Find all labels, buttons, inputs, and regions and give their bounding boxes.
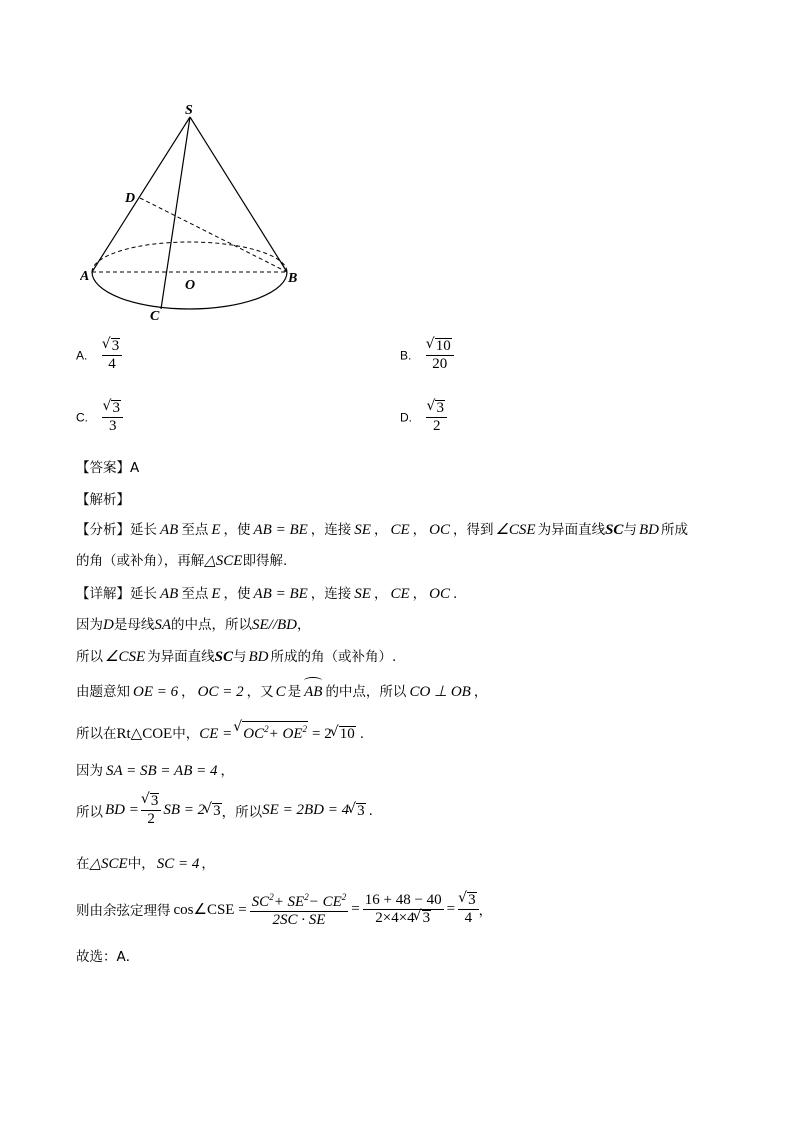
l2bd: BD <box>248 649 269 665</box>
fenxi-eq: AB = BE <box>253 522 308 538</box>
fenxi-tri: △SCE <box>204 553 243 569</box>
choice-b-num: √ 10 <box>435 338 452 354</box>
l4a: 所以在 <box>76 726 117 742</box>
fenxi-line-2 <box>76 549 287 570</box>
l8n2: 16 + 48 − 40 <box>364 891 442 908</box>
choice-a-label: A. <box>76 348 88 363</box>
xiangjie-ab: AB <box>160 586 179 602</box>
choice-b-label: B. <box>400 348 412 363</box>
choice-c-label: C. <box>76 410 88 425</box>
fenxi-t1: 延长 <box>130 522 157 538</box>
fenxi-ab: AB <box>160 522 179 538</box>
xiangjie-eq: AB = BE <box>253 586 308 602</box>
label-b: B <box>288 271 298 286</box>
choice-d-label: D. <box>400 410 412 425</box>
choice-b-den: 20 <box>432 356 448 372</box>
l6b: ，所以 <box>221 804 263 821</box>
l1a: 因为 <box>76 617 103 633</box>
l3cc: C <box>275 684 286 700</box>
l7b: 中， <box>127 856 155 872</box>
l3perp: CO ⊥ OB <box>409 684 471 700</box>
l4rad: OC <box>243 726 265 742</box>
line-6 <box>76 793 373 828</box>
arc-mark <box>304 677 322 684</box>
l1e: ， <box>297 617 311 633</box>
l3d: 的中点，所以 <box>325 684 407 700</box>
l8sup3: 2 <box>341 892 347 902</box>
l7tri: △SCE <box>89 856 128 872</box>
choice-a-num: √ 3 <box>111 338 121 354</box>
fenxi-sc: SC <box>605 522 624 538</box>
choice-d-den: 2 <box>432 418 441 434</box>
l6sb: SB = 2 <box>163 802 206 818</box>
xiangjie-line <box>76 582 457 603</box>
fenxi-t7: 与 <box>623 522 637 538</box>
choice-b[interactable] <box>400 338 454 373</box>
l8num2: + SE <box>273 894 305 910</box>
xiangjie-oc: OC <box>429 586 450 602</box>
fenxi-ce: CE <box>390 522 410 538</box>
line-db <box>140 198 287 272</box>
l8d3: 4 <box>464 909 473 926</box>
line-sb <box>190 117 287 272</box>
label-a: A <box>80 269 90 284</box>
l3a: 由题意知 <box>76 684 130 700</box>
l5eq: SA = SB = AB = 4 <box>106 763 218 779</box>
base-back-arc <box>92 242 287 272</box>
fenxi-comma-1: ， <box>373 522 388 538</box>
fenxi-t6: 为异面直线 <box>537 522 606 538</box>
l1c: 的中点，所以 <box>171 617 253 633</box>
l8a: 则由余弦定理得 <box>76 903 171 919</box>
fenxi-comma-2: ， <box>412 522 427 538</box>
l6num: √ 3 <box>150 793 160 809</box>
answer-line <box>76 456 139 476</box>
xiangjie-comma-1: ， <box>373 586 388 602</box>
l3oc: OC = 2 <box>197 684 244 700</box>
choice-d[interactable] <box>400 400 447 435</box>
l3e: ， <box>473 684 488 700</box>
l6end: . <box>368 802 373 819</box>
answer-value: A <box>130 460 140 476</box>
line-5 <box>76 759 234 780</box>
l4sup1: 2 <box>264 724 269 734</box>
xiangjie-ce: CE <box>390 586 410 602</box>
xiangjie-t1: 延长 <box>130 586 157 602</box>
line-sa <box>92 117 190 272</box>
l4rt: Rt△COE <box>116 726 173 742</box>
l6r2: √ 3 <box>356 803 366 819</box>
l1par: SE//BD <box>252 617 298 633</box>
l2c: 与 <box>232 649 247 665</box>
l8sup2: 2 <box>304 892 309 902</box>
xiangjie-t4: ，连接 <box>310 586 352 602</box>
xiangjie-t2: 至点 <box>181 586 209 602</box>
choice-c[interactable] <box>76 400 123 435</box>
label-c: C <box>150 309 160 324</box>
l2b: 为异面直线 <box>147 649 215 665</box>
line-9: 故选：A． <box>76 949 140 965</box>
l3comma: ， <box>181 684 195 700</box>
l8sup1: 2 <box>269 892 274 902</box>
fenxi-e: E <box>211 522 221 538</box>
l8d2r: √ 3 <box>422 910 432 926</box>
choice-a[interactable] <box>76 338 122 373</box>
l6a: 所以 <box>76 804 103 821</box>
analysis-head: 【解析】 <box>76 492 130 508</box>
l2sc: SC <box>214 649 233 665</box>
cone-figure <box>80 100 310 325</box>
line-8 <box>76 889 492 929</box>
l4end: . <box>359 726 364 742</box>
line-3 <box>76 680 487 701</box>
l4eq: = 2 <box>311 726 332 742</box>
l3c: 是 <box>287 684 302 700</box>
l2a: 所以 <box>76 649 103 665</box>
l6r: √ 3 <box>212 803 222 819</box>
l8den: 2SC · SE <box>272 912 326 928</box>
l8eq2: = <box>446 900 456 917</box>
choice-d-num: √ 3 <box>435 400 445 416</box>
l6den: 2 <box>147 811 155 827</box>
choice-a-den: 4 <box>108 356 116 372</box>
fenxi-t4: ，连接 <box>310 522 352 538</box>
l3b: ，又 <box>246 684 274 700</box>
answer-head: 【答案】 <box>76 460 130 476</box>
l1d: D <box>103 617 114 633</box>
l7sc: SC = 4 <box>156 856 200 872</box>
l5a: 因为 <box>76 763 103 779</box>
line-1 <box>76 613 311 634</box>
l6se: SE = 2BD = 4 <box>262 802 350 818</box>
fenxi-line2b: 即得解. <box>242 553 288 569</box>
xiangjie-comma-2: ， <box>412 586 427 602</box>
l8num3: − CE <box>308 894 342 910</box>
l4rad2: + OE <box>268 726 303 742</box>
l2d: 所成的角（或补角）. <box>270 649 397 665</box>
l2ang: ∠CSE <box>105 649 146 665</box>
l1sa: SA <box>154 617 172 633</box>
fenxi-t3: ，使 <box>223 522 251 538</box>
l8eq1: = <box>351 900 360 917</box>
fenxi-bd: BD <box>638 522 659 538</box>
xiangjie-e: E <box>211 586 221 602</box>
l1b: 是母线 <box>113 617 155 633</box>
l4sup2: 2 <box>302 724 307 734</box>
l8n3: √ 3 <box>467 892 477 908</box>
l6bd: BD = <box>105 802 139 818</box>
fenxi-oc: OC <box>429 522 450 538</box>
l7c: ， <box>201 856 215 872</box>
label-d: D <box>125 191 136 206</box>
l4ce: CE = <box>199 726 233 742</box>
l3oe: OE = 6 <box>133 684 179 700</box>
fenxi-line2a: 的角（或补角），再解 <box>76 553 205 569</box>
l8cos: cos∠CSE = <box>173 901 247 918</box>
choice-c-den: 3 <box>108 418 117 434</box>
label-o: O <box>185 278 196 293</box>
fenxi-angle: ∠CSE <box>495 522 536 538</box>
fenxi-t2: 至点 <box>181 522 209 538</box>
fenxi-se: SE <box>354 522 371 538</box>
xiangjie-end: . <box>452 586 458 602</box>
xiangjie-se: SE <box>354 586 371 602</box>
l8d2: 2×4×4 <box>375 909 415 926</box>
l4b: 中， <box>172 726 200 742</box>
xiangjie-head: 【详解】 <box>76 586 130 602</box>
fenxi-head: 【分析】 <box>76 522 130 538</box>
label-s: S <box>185 103 193 118</box>
line-4 <box>76 721 364 743</box>
l5b: ， <box>220 763 234 779</box>
l4res: √ 10 <box>339 726 356 742</box>
l7a: 在 <box>76 856 90 872</box>
fenxi-t8: 所成 <box>660 522 688 538</box>
line-7 <box>76 852 215 873</box>
choice-c-num: √ 3 <box>111 400 121 416</box>
l8num: SC <box>251 894 270 910</box>
xiangjie-t3: ，使 <box>223 586 251 602</box>
l3arc: AB <box>304 684 322 701</box>
l8end: ， <box>478 903 493 919</box>
fenxi-line-1 <box>76 518 688 539</box>
fenxi-t5: ，得到 <box>452 522 494 538</box>
line-2 <box>76 645 396 666</box>
l4-radical <box>242 721 308 742</box>
